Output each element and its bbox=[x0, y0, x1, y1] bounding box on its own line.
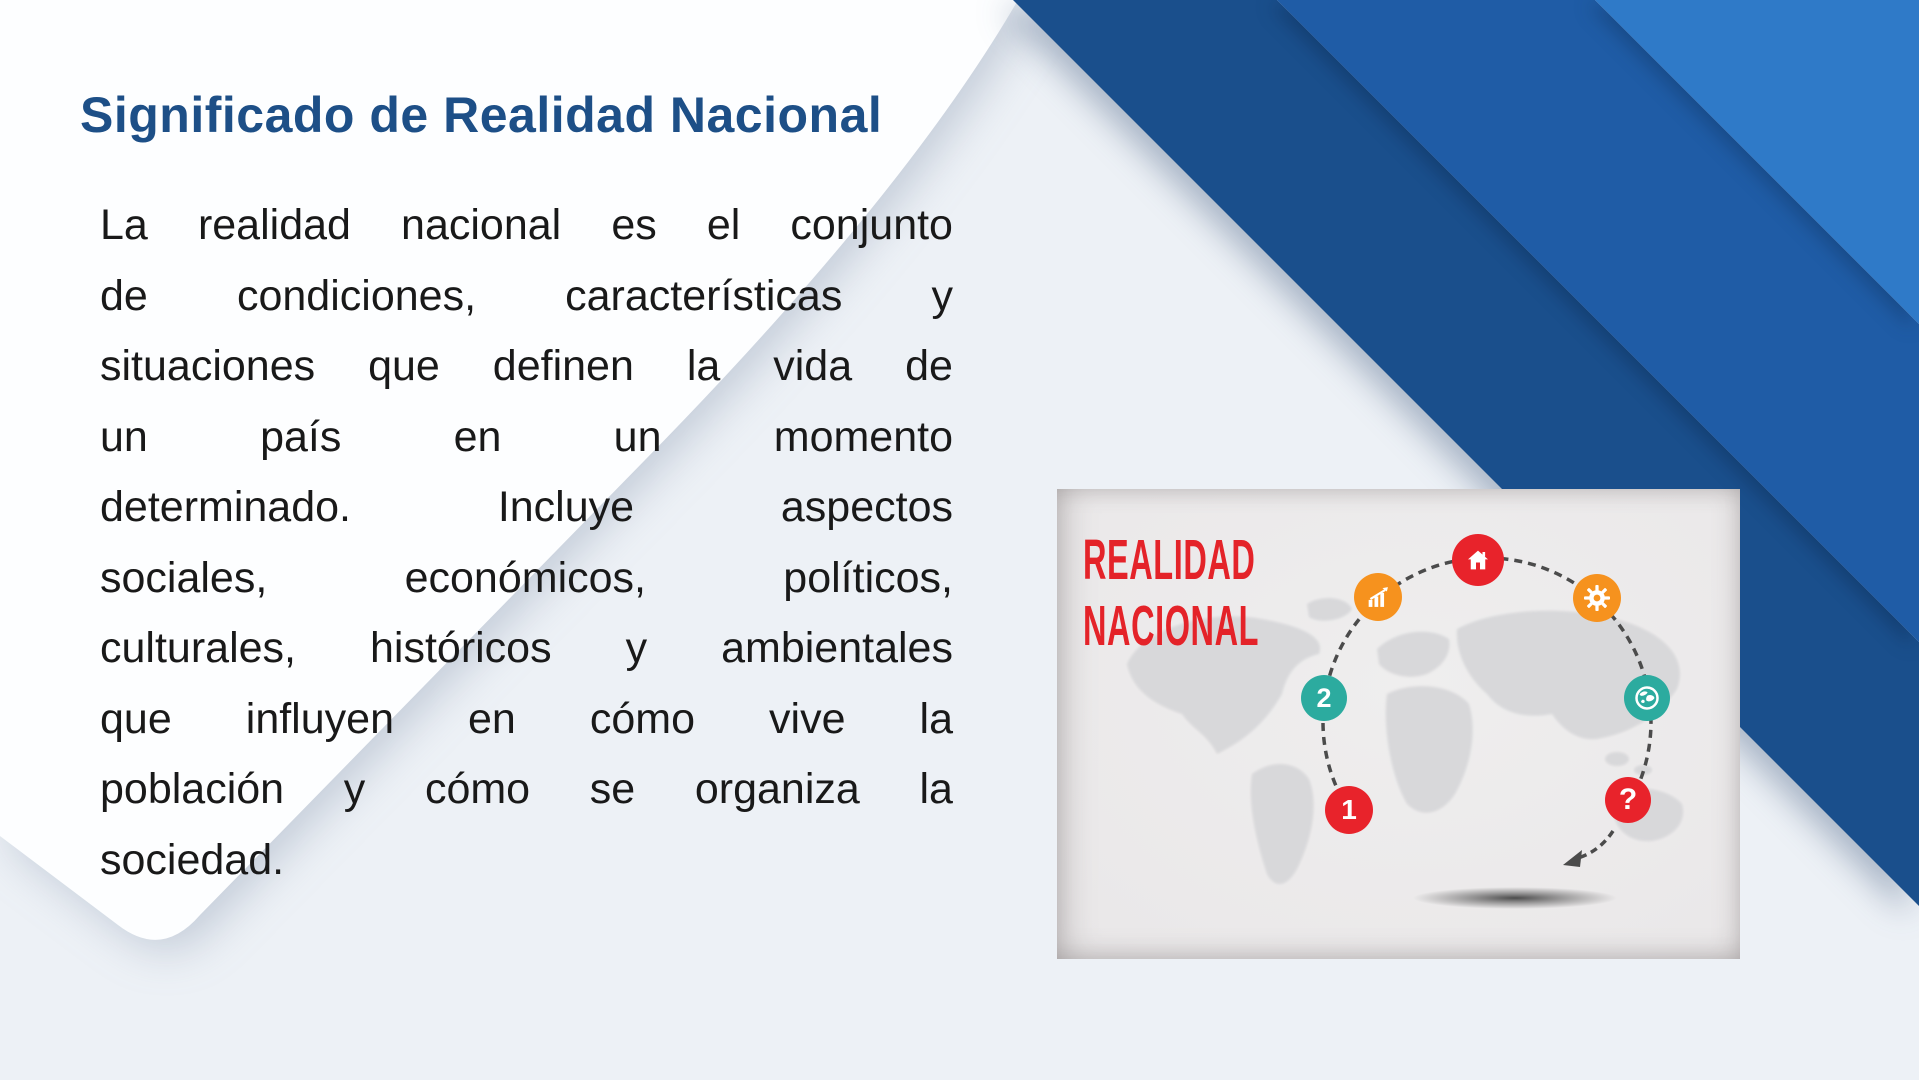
house-badge bbox=[1452, 534, 1504, 586]
growth-badge bbox=[1354, 573, 1402, 621]
paragraph-line: determinado. Incluye aspectos bbox=[100, 483, 953, 531]
paragraph-line: situaciones que definen la vida de bbox=[100, 342, 953, 390]
page-title: Significado de Realidad Nacional bbox=[80, 87, 883, 143]
brand-line-2: NACIONAL bbox=[1083, 594, 1260, 658]
image-brand-title bbox=[1083, 527, 1259, 659]
paragraph-line: La realidad nacional es el conjunto bbox=[100, 201, 953, 249]
realidad-nacional-image bbox=[1057, 489, 1740, 959]
globe-badge bbox=[1624, 675, 1670, 721]
paragraph-line: población y cómo se organiza la bbox=[100, 765, 953, 813]
gear-badge bbox=[1573, 574, 1621, 622]
growth-chart-icon bbox=[1364, 583, 1392, 611]
paragraph-line: culturales, históricos y ambientales bbox=[100, 624, 953, 672]
paragraph-line: que influyen en cómo vive la bbox=[100, 694, 953, 743]
globe-icon bbox=[1632, 683, 1662, 713]
step-two-label: 2 bbox=[1316, 682, 1332, 713]
step-one-badge bbox=[1325, 786, 1373, 834]
gear-icon bbox=[1582, 583, 1612, 613]
arrow-icon bbox=[1563, 831, 1613, 867]
step-one-label: 1 bbox=[1341, 794, 1357, 825]
question-mark: ? bbox=[1618, 783, 1638, 816]
paragraph-line: sociedad. bbox=[100, 835, 285, 884]
ground-shadow bbox=[1413, 887, 1617, 909]
paragraph-line: de condiciones, características y bbox=[100, 271, 953, 320]
step-two-badge bbox=[1301, 675, 1347, 721]
brand-line-1: REALIDAD bbox=[1083, 528, 1256, 592]
paragraph-line: sociales, económicos, políticos, bbox=[100, 553, 953, 602]
question-badge bbox=[1605, 777, 1651, 823]
paragraph-line: un país en un momento bbox=[100, 412, 953, 461]
paragraph bbox=[100, 190, 953, 895]
house-icon bbox=[1463, 545, 1493, 575]
